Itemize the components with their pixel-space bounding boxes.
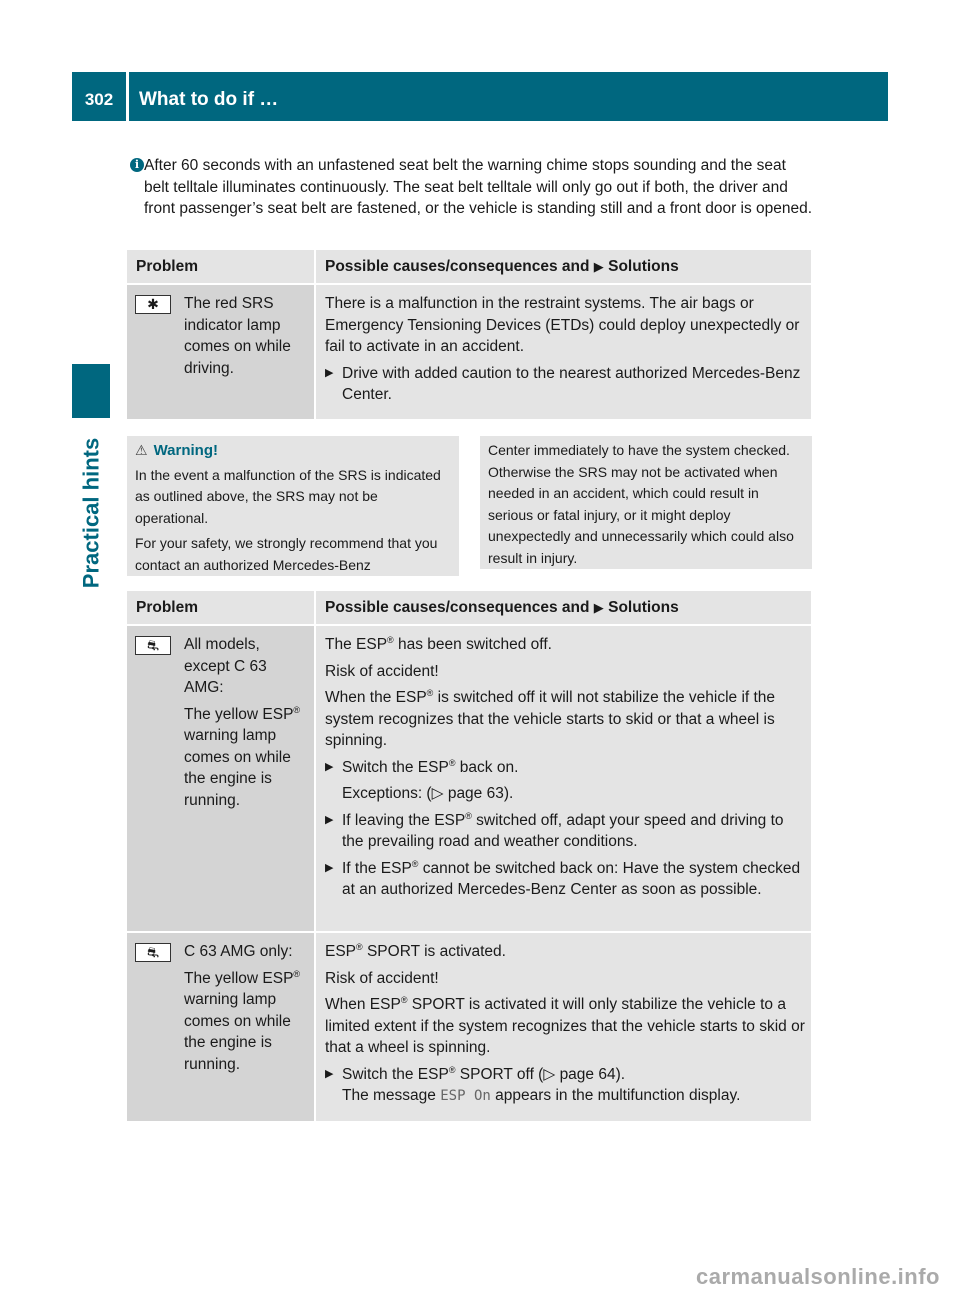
side-tab-marker: [72, 364, 110, 418]
esp-table: [127, 591, 811, 1121]
page-reference: Exceptions: (▷ page 63).: [342, 785, 514, 802]
warning-text-2: For your safety, we strongly recommend that you contact an authorized Mercedes-Benz: [135, 535, 438, 573]
solution-cell: The ESP® has been switched off. Risk of accident! When the ESP® is switched off it will not stabilize the vehicle if the system recognizes that the vehicle starts to skid or that a wheel is spinning. ▶ Switch the ESP® back on. Exceptions: (▷ page 63). ▶ If leaving the ESP® switched off, adapt your speed and driving to the prevailing road and weather conditions. ▶ If the ESP® cannot be switched back on: Have the system checked at an authorized Mercedes-Benz Center as soon as possible.: [314, 626, 811, 931]
header-problem: Problem: [136, 258, 199, 275]
solution-cell: There is a malfunction in the restraint systems. The air bags or Emergency Tensioning Devices (ETDs) could deploy unexpectedly or fail to activate in an accident. ▶ Drive with added caution to the nearest authorized Mercedes-Benz Center.: [314, 285, 811, 419]
srs-table: [127, 250, 811, 419]
table-row: [127, 626, 811, 931]
esp-warning-icon: ⛐: [135, 636, 171, 655]
header-solutions: Possible causes/consequences and ▶ Solutions: [314, 250, 811, 283]
esp-warning-icon: ⛐: [135, 943, 171, 962]
info-icon: i: [130, 158, 144, 172]
step-arrow-icon: ▶: [325, 861, 334, 874]
step-arrow-icon: ▶: [325, 1067, 334, 1080]
warning-title: ⚠ Warning!: [135, 442, 218, 459]
solution-cell: ESP® SPORT is activated. Risk of accident! When ESP® SPORT is activated it will only stabilize the vehicle to a limited extent if the system recognizes that the vehicle starts to skid or that a wheel is spinning. ▶ Switch the ESP® SPORT off (▷ page 64). The message ESP On appears in the multifunction display.: [314, 933, 811, 1121]
step-item: ▶ If the ESP® cannot be switched back on: Have the system checked at an authorized Mercedes-Benz Center as soon as possible.: [325, 858, 801, 898]
step-arrow-icon: ▶: [325, 366, 334, 379]
step-item: ▶ If leaving the ESP® switched off, adapt your speed and driving to the prevailing road and weather conditions.: [325, 810, 784, 850]
table-row: [127, 285, 811, 419]
problem-cell: ⛐ All models, except C 63 AMG: The yellow ESP® warning lamp comes on while the engine is running.: [127, 626, 314, 931]
side-section-label: [72, 428, 110, 598]
arrow-right-icon: ▶: [593, 600, 604, 615]
table-header: [127, 591, 811, 624]
warning-box-right: [480, 436, 812, 569]
step-arrow-icon: ▶: [325, 813, 334, 826]
srs-airbag-icon: ✱: [135, 295, 171, 314]
warning-triangle-icon: ⚠: [135, 442, 148, 458]
problem-cell: ⛐ C 63 AMG only: The yellow ESP® warning lamp comes on while the engine is running.: [127, 933, 314, 1121]
warning-box-left: [127, 436, 459, 576]
table-header: [127, 250, 811, 283]
header-problem: Problem: [136, 599, 199, 616]
page-number: 302: [84, 90, 114, 109]
header-solutions: Possible causes/consequences and ▶ Solutions: [314, 591, 811, 624]
info-note-text: After 60 seconds with an unfastened seat belt the warning chime stops sounding and the seat belt telltale illuminates continuously. The seat belt telltale will only go out if both, the driver and front passenger’s seat belt are fastened, or the vehicle is standing still and a front door is opened.: [144, 157, 813, 217]
page-header: [72, 72, 888, 121]
watermark: carmanualsonline.info: [696, 1264, 940, 1289]
header-divider: [126, 72, 129, 121]
step-item: ▶ Drive with added caution to the nearest authorized Mercedes-Benz Center.: [325, 364, 801, 403]
table-row: [127, 933, 811, 1121]
step-item: ▶ Switch the ESP® back on. Exceptions: (▷ page 63).: [325, 757, 805, 805]
step-item: ▶ Switch the ESP® SPORT off (▷ page 64). The message ESP On appears in the multifunction display.: [325, 1064, 741, 1104]
display-message-code: ESP On: [440, 1088, 491, 1104]
side-label-text: Practical hints: [78, 437, 104, 589]
info-note: [130, 155, 814, 220]
warning-text-3: Center immediately to have the system checked. Otherwise the SRS may not be activated when needed in an accident, which could result in serious or fatal injury, or it might deploy unexpectedly and unnecessarily which could also result in injury.: [488, 442, 794, 566]
section-title: What to do if …: [139, 89, 279, 110]
arrow-right-icon: ▶: [593, 259, 604, 274]
warning-text-1: In the event a malfunction of the SRS is indicated as outlined above, the SRS may not be operational.: [135, 466, 441, 526]
problem-cell: ✱ The red SRS indicator lamp comes on while driving.: [127, 285, 314, 419]
step-arrow-icon: ▶: [325, 760, 334, 773]
